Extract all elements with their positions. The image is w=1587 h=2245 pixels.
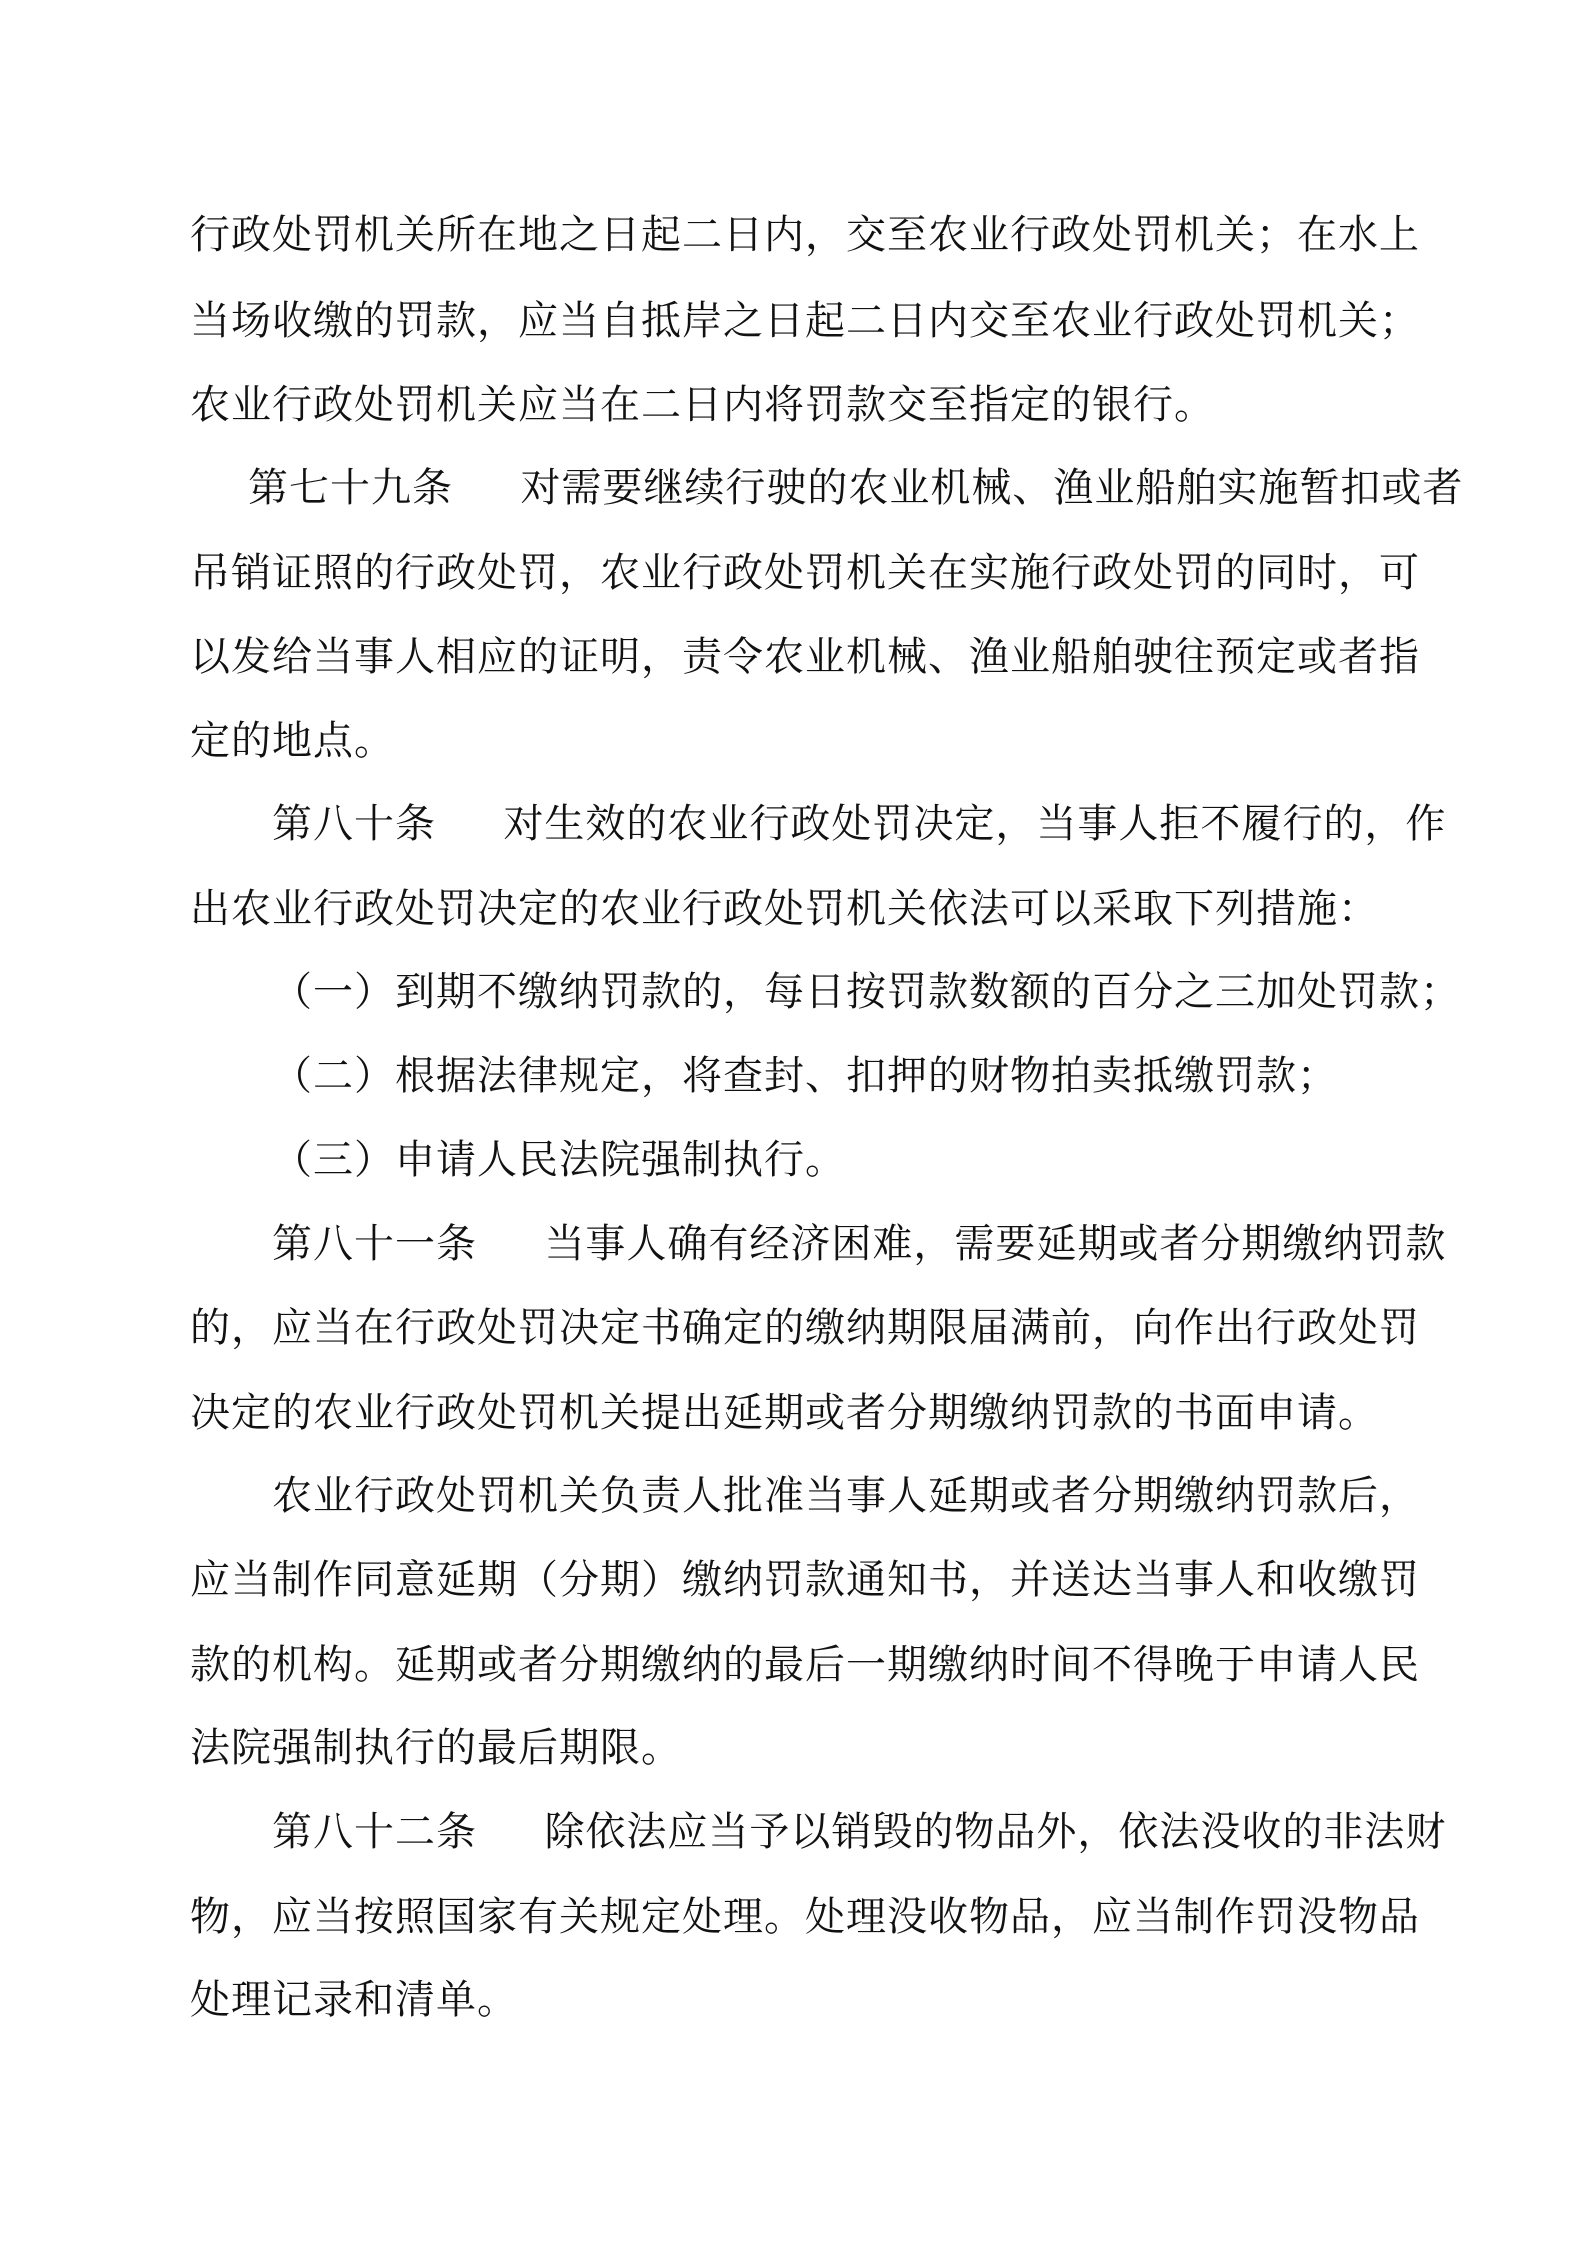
article-text: 对生效的农业行政处罚决定，当事人拒不履行的，作 [503, 801, 1447, 847]
text-line: 法院强制执行的最后期限。 [190, 1725, 682, 1771]
text-line: 款的机构。延期或者分期缴纳的最后一期缴纳时间不得晚于申请人民 [190, 1642, 1420, 1688]
article-80-first-line [272, 799, 1447, 849]
text-line: 的，应当在行政处罚决定书确定的缴纳期限届满前，向作出行政处罚 [190, 1305, 1420, 1351]
text-line: 行政处罚机关所在地之日起二日内，交至农业行政处罚机关；在水上 [190, 212, 1420, 258]
article-79-first-line [248, 463, 1464, 513]
article-81-first-line [272, 1219, 1447, 1269]
article-82-first-line [272, 1807, 1447, 1857]
text-line: 决定的农业行政处罚机关提出延期或者分期缴纳罚款的书面申请。 [190, 1390, 1379, 1436]
list-item: （一）到期不缴纳罚款的，每日按罚款数额的百分之三加处罚款； [272, 969, 1461, 1015]
text-line: 定的地点。 [190, 718, 395, 764]
text-line: 应当制作同意延期（分期）缴纳罚款通知书，并送达当事人和收缴罚 [190, 1557, 1420, 1603]
article-text: 对需要继续行驶的农业机械、渔业船舶实施暂扣或者 [520, 465, 1464, 511]
text-line: 处理记录和清单。 [190, 1977, 518, 2023]
text-line: 当场收缴的罚款，应当自抵岸之日起二日内交至农业行政处罚机关； [190, 298, 1420, 344]
text-line: 出农业行政处罚决定的农业行政处罚机关依法可以采取下列措施： [190, 886, 1379, 932]
article-text: 当事人确有经济困难，需要延期或者分期缴纳罚款 [544, 1221, 1447, 1267]
article-text: 除依法应当予以销毁的物品外，依法没收的非法财 [544, 1809, 1447, 1855]
article-heading: 第八十二条 [272, 1809, 477, 1855]
article-heading: 第七十九条 [248, 465, 453, 511]
text-line: 物，应当按照国家有关规定处理。处理没收物品，应当制作罚没物品 [190, 1894, 1420, 1940]
text-line: 吊销证照的行政处罚，农业行政处罚机关在实施行政处罚的同时，可 [190, 550, 1420, 596]
paragraph-first-line: 农业行政处罚机关负责人批准当事人延期或者分期缴纳罚款后， [272, 1473, 1420, 1519]
text-line: 以发给当事人相应的证明，责令农业机械、渔业船舶驶往预定或者指 [190, 634, 1420, 680]
text-line: 农业行政处罚机关应当在二日内将罚款交至指定的银行。 [190, 382, 1215, 428]
list-item: （三）申请人民法院强制执行。 [272, 1137, 846, 1183]
article-heading: 第八十一条 [272, 1221, 477, 1267]
article-heading: 第八十条 [272, 801, 436, 847]
list-item: （二）根据法律规定，将查封、扣押的财物拍卖抵缴罚款； [272, 1053, 1338, 1099]
